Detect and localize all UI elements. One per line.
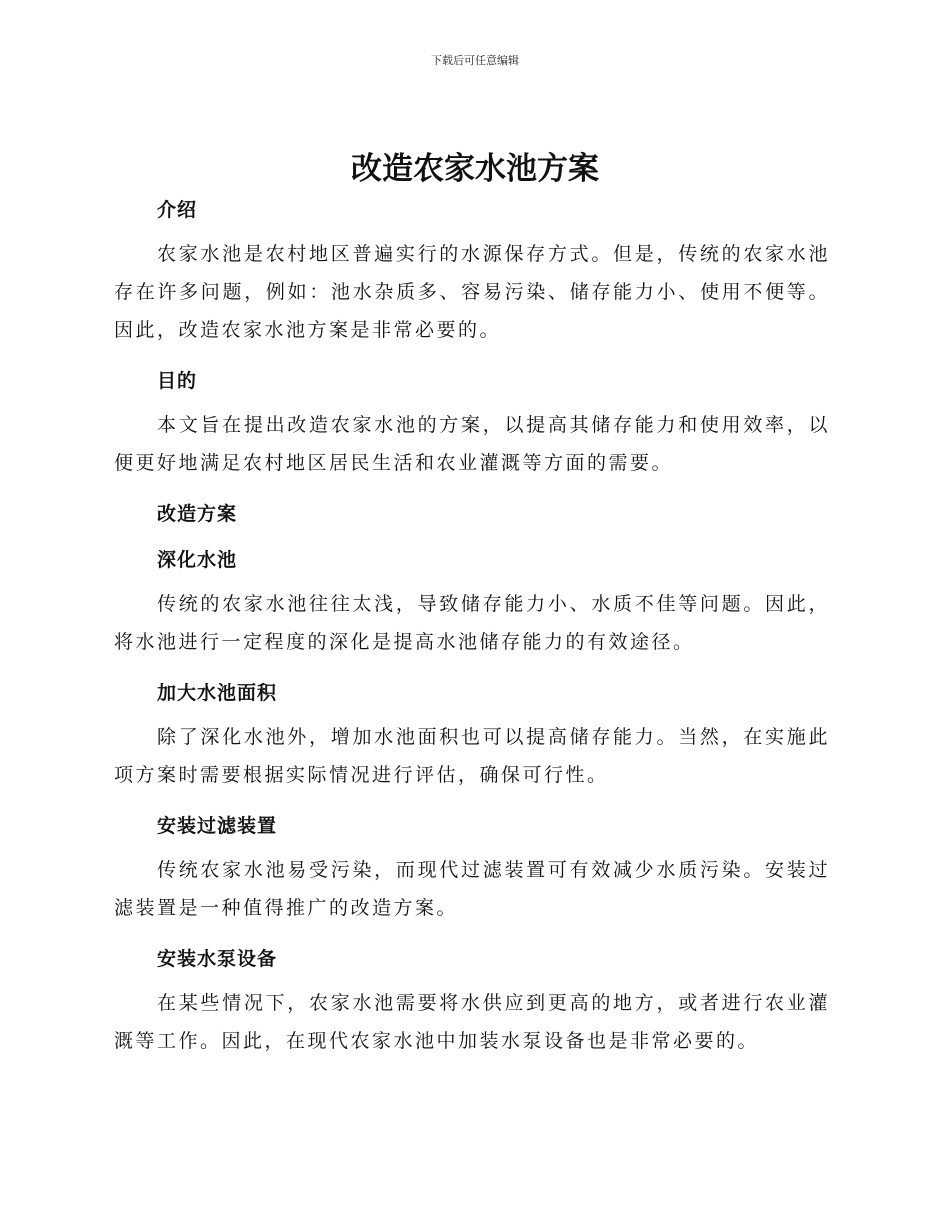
section-text-pump: 在某些情况下，农家水池需要将水供应到更高的地方，或者进行农业灌溉等工作。因此，在现代农家水池中加装水泵设备也是非常必要的。 (114, 992, 830, 1052)
section-text-purpose: 本文旨在提出改造农家水池的方案，以提高其储存能力和使用效率，以便更好地满足农村地区居民生活和农业灌溉等方面的需要。 (114, 414, 830, 474)
section-heading-pump: 安装水泵设备 (157, 948, 278, 970)
page-header-note: 下载后可任意编辑 (431, 54, 519, 67)
document-body (114, 196, 830, 1060)
section-heading-plan: 改造方案 (157, 503, 238, 525)
section-text-filter: 传统农家水池易受污染，而现代过滤装置可有效减少水质污染。安装过滤装置是一种值得推广的改造方案。 (114, 859, 830, 919)
section-text-enlarge: 除了深化水池外，增加水池面积也可以提高储存能力。当然，在实施此项方案时需要根据实际情况进行评估，确保可行性。 (114, 726, 830, 786)
section-heading-filter: 安装过滤装置 (157, 815, 278, 837)
section-heading-purpose: 目的 (157, 370, 198, 392)
section-heading-enlarge: 加大水池面积 (157, 682, 278, 704)
section-heading-intro: 介绍 (157, 199, 198, 221)
section-text-deepen: 传统的农家水池往往太浅，导致储存能力小、水质不佳等问题。因此，将水池进行一定程度的深化是提高水池储存能力的有效途径。 (114, 593, 830, 653)
document-title: 改造农家水池方案 (351, 151, 599, 187)
section-text-intro: 农家水池是农村地区普遍实行的水源保存方式。但是，传统的农家水池存在许多问题，例如：池水杂质多、容易污染、储存能力小、使用不便等。因此，改造农家水池方案是非常必要的。 (114, 243, 830, 341)
section-heading-deepen: 深化水池 (157, 549, 238, 571)
